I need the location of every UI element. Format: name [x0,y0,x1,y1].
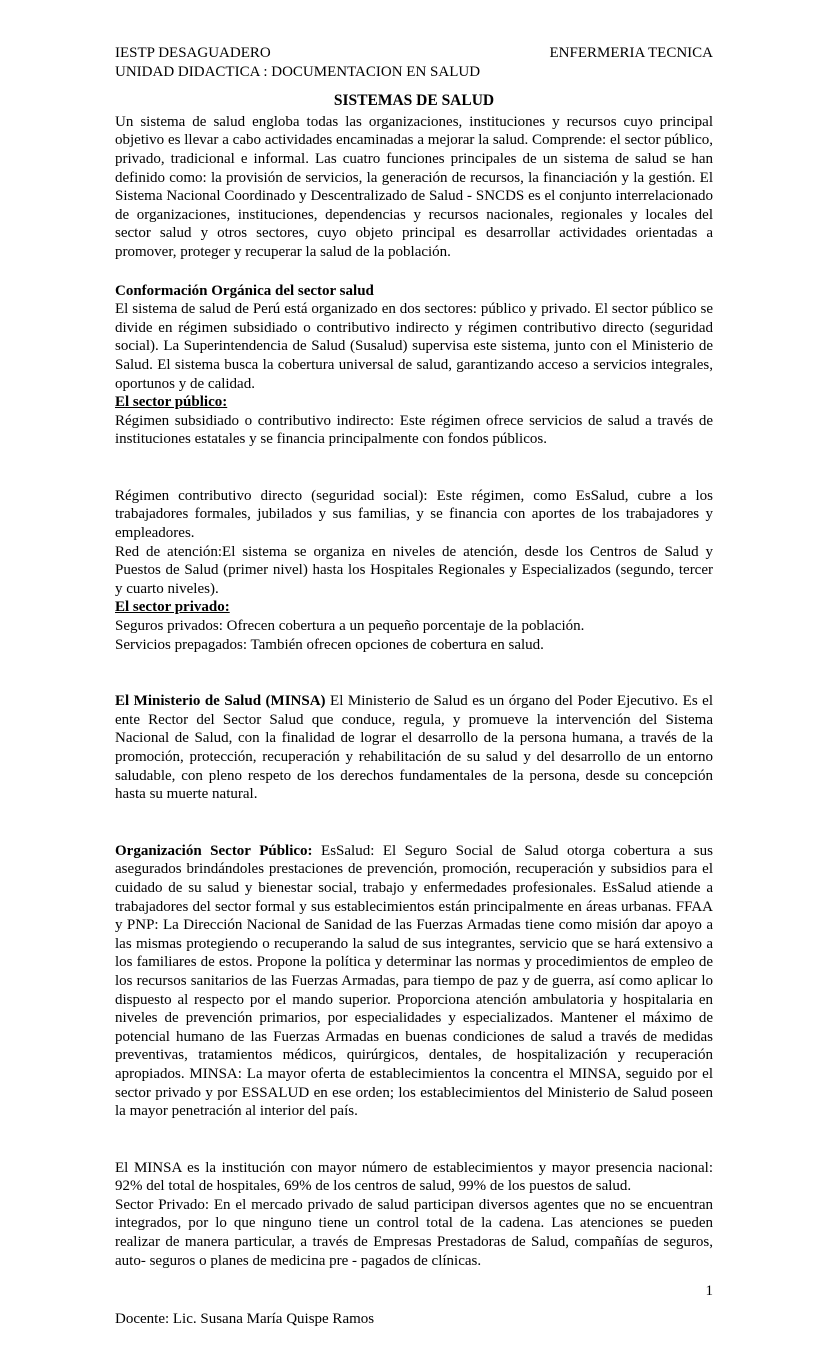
intro-paragraph: Un sistema de salud engloba todas las organizaciones, instituciones y recursos cuyo principal objetivo es llevar a cabo actividades encaminadas a mejorar la salud. Comprende: el sector público, privado, tradicional e informal. Las cuatro funciones principales de un sistema de salud se han definido como: la provisión de servicios, la generación de recursos, la financiación y la gestión. El Sistema Nacional Coordinado y Descentralizado de Salud - SNCDS es el conjunto interrelacionado de organizaciones, instituciones, dependencias y recursos nacionales, regionales y locales del sector salud y otros sectores, cuyo objeto principal es desarrollar actividades orientadas a promover, proteger y recuperar la salud de la población. [115,113,713,260]
minsa-text: El Ministerio de Salud es un órgano del Poder Ejecutivo. Es el ente Rector del Sector Salud que conduce, regula, y promueve la intervención del Sistema Nacional de Salud, con la finalidad de lograr el desarrollo de la persona humana, a través de la promoción, protección, recuperación y rehabilitación de su salud y del desarrollo de un entorno saludable, con pleno respeto de los derechos fundamentales de la persona, desde su concepción hasta su muerte natural. [115,693,713,803]
sector-privado-mercado-paragraph: Sector Privado: En el mercado privado de salud participan diversos agentes que no se encuentran integrados, por lo que ninguno tiene un control total de la cadena. Las atenciones se pueden realizar de manera particular, a través de Empresas Prestadoras de Salud, compañías de seguros, auto- seguros o planes de medicina pre - pagados de clínicas. [115,1196,713,1269]
sector-privado-prepagados: Servicios prepagados: También ofrecen opciones de cobertura en salud. [115,636,544,653]
institution-name: IESTP DESAGUADERO [115,45,271,61]
sector-privado-seguros: Seguros privados: Ofrecen cobertura a un pequeño porcentaje de la población. [115,618,585,635]
course-line: UNIDAD DIDACTICA : DOCUMENTACION EN SALUD [115,63,481,80]
heading-sector-privado: El sector privado: [115,599,230,616]
organizacion-sector-publico-paragraph [115,842,713,1121]
minsa-stats-paragraph: El MINSA es la institución con mayor número de establecimientos y mayor presencia nacional: 92% del total de hospitales, 69% de los centros de salud, 99% de los puestos de salud. [115,1159,713,1195]
page-title: SISTEMAS DE SALUD [333,92,495,110]
sector-publico-red-atencion: Red de atención:El sistema se organiza en niveles de atención, desde los Centros de Salud y Puestos de Salud (primer nivel) hasta los Hospitales Regionales y Especializados (segundo, tercer y cuarto niveles). [115,543,713,597]
program-name: ENFERMERIA TECNICA [549,45,713,61]
organizacion-lead: Organización Sector Público: [115,842,313,859]
heading-sector-publico: El sector público: [115,394,228,411]
footer-docente: Docente: Lic. Susana María Quispe Ramos [115,1311,375,1328]
header-row [115,44,713,63]
organizacion-text: EsSalud: El Seguro Social de Salud otorga cobertura a sus asegurados brindándoles prestaciones de prevención, promoción, recuperación y subsidios para el cuidado de su salud y bienestar social, trabajo y enfermedades profesionales. EsSalud atiende a trabajadores del sector formal y sus establecimientos están principalmente en áreas urbanas. FFAA y PNP: La Dirección Nacional de Sanidad de las Fuerzas Armadas tiene como misión dar apoyo a las mismas protegiendo o recuperando la salud de sus integrantes, servicio que se hará extensivo a los familiares de estos. Propone la política y determinar las normas y procedimientos de empleo de los recursos sanitarios de las Fuerzas Armadas, para tiempo de paz y de guerra, así como aplicar lo dispuesto al respecto por el mando superior. Proporciona atención ambulatoria y hospitalaria en niveles de prevención primarios, por especialidades y especializados. Mantener el máximo de potencial humano de las Fuerzas Armadas en buenas condiciones de salud a través de medidas preventivas, tratamientos médicos, quirúrgicos, dentales, de hospitalización y recuperación apropiados. MINSA: La mayor oferta de establecimientos la concentra el MINSA, seguido por el sector privado y por ESSALUD en ese orden; los establecimientos del Ministerio de Salud poseen la mayor penetración al interior del país. [115,842,713,1120]
heading-conformacion-organica: Conformación Orgánica del sector salud [115,282,374,299]
conformacion-paragraph: El sistema de salud de Perú está organizado en dos sectores: público y privado. El sector público se divide en régimen subsidiado o contributivo indirecto y régimen contributivo directo (seguridad social). La Superintendencia de Salud (Susalud) supervisa este sistema, junto con el Ministerio de Salud. El sistema busca la cobertura universal de salud, garantizando acceso a servicios integrales, oportunos y de calidad. [115,301,713,392]
page-number: 1 [705,1283,713,1300]
minsa-paragraph [115,692,713,804]
sector-publico-regimen-subsidiado: Régimen subsidiado o contributivo indirecto: Este régimen ofrece servicios de salud a través de instituciones estatales y se financia principalmente con fondos públicos. [115,412,713,448]
document-header [115,44,713,81]
minsa-lead: El Ministerio de Salud (MINSA) [115,693,326,710]
sector-publico-regimen-contributivo: Régimen contributivo directo (seguridad social): Este régimen, como EsSalud, cubre a los trabajadores formales, jubilados y sus familias, y se financia con aportes de los trabajadores y empleadores. [115,487,713,542]
